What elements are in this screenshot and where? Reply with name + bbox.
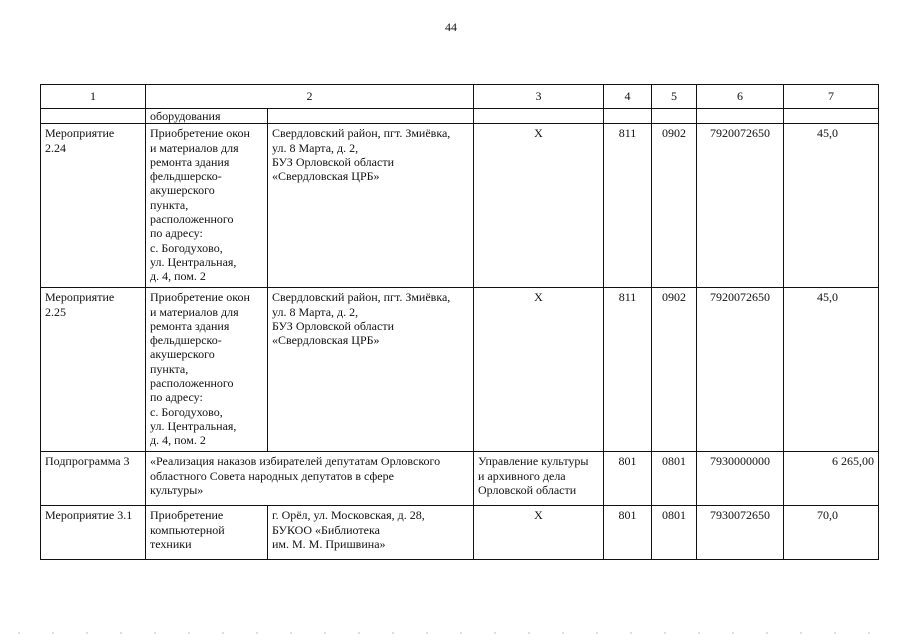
amount: 45,0: [784, 288, 879, 452]
code-target: 7930072650: [697, 506, 784, 560]
event-name: Мероприятие 2.24: [41, 124, 146, 288]
scan-noise: [0, 632, 902, 634]
header-col-2: 2: [146, 85, 474, 109]
header-col-7: 7: [784, 85, 879, 109]
executor: Х: [474, 124, 604, 288]
code-grbs: 801: [604, 452, 652, 506]
header-col-6: 6: [697, 85, 784, 109]
executor: Х: [474, 506, 604, 560]
code-target: 7920072650: [697, 124, 784, 288]
event-address: г. Орёл, ул. Московская, д. 28, БУКОО «Библиотека им. М. М. Пришвина»: [268, 506, 474, 560]
code-section: 0902: [652, 124, 697, 288]
code-grbs: 811: [604, 288, 652, 452]
header-col-1: 1: [41, 85, 146, 109]
header-col-4: 4: [604, 85, 652, 109]
executor: Х: [474, 288, 604, 452]
code-section: 0801: [652, 452, 697, 506]
table-row: [41, 452, 879, 506]
event-description: Приобретение компьютерной техники: [146, 506, 268, 560]
subprogram-name: Подпрограмма 3: [41, 452, 146, 506]
amount: 45,0: [784, 124, 879, 288]
code-grbs: 811: [604, 124, 652, 288]
event-description: Приобретение окон и материалов для ремонта здания фельдшерско- акушерского пункта, расположенного по адресу: с. Богодухово, ул. Центральная, д. 4, пом. 2: [146, 288, 268, 452]
event-address: Свердловский район, пгт. Змиёвка, ул. 8 Марта, д. 2, БУЗ Орловской области «Свердловская ЦРБ»: [268, 124, 474, 288]
amount: 70,0: [784, 506, 879, 560]
table-row: [41, 124, 879, 288]
header-col-3: 3: [474, 85, 604, 109]
table-row: [41, 506, 879, 560]
code-section: 0902: [652, 288, 697, 452]
budget-table: [40, 84, 879, 560]
amount: 6 265,00: [784, 452, 879, 506]
event-name: Мероприятие 3.1: [41, 506, 146, 560]
code-grbs: 801: [604, 506, 652, 560]
header-col-5: 5: [652, 85, 697, 109]
executor: Управление культуры и архивного дела Орловской области: [474, 452, 604, 506]
table-row: [41, 288, 879, 452]
header-row: [41, 85, 879, 109]
continuation-text: оборудования: [146, 109, 268, 124]
continuation-row: [41, 109, 879, 124]
code-section: 0801: [652, 506, 697, 560]
subprogram-title: «Реализация наказов избирателей депутатам Орловского областного Совета народных депутатов в сфере культуры»: [146, 452, 474, 506]
code-target: 7930000000: [697, 452, 784, 506]
event-name: Мероприятие 2.25: [41, 288, 146, 452]
code-target: 7920072650: [697, 288, 784, 452]
event-address: Свердловский район, пгт. Змиёвка, ул. 8 Марта, д. 2, БУЗ Орловской области «Свердловская ЦРБ»: [268, 288, 474, 452]
page-number: 44: [445, 20, 457, 34]
event-description: Приобретение окон и материалов для ремонта здания фельдшерско- акушерского пункта, расположенного по адресу: с. Богодухово, ул. Центральная, д. 4, пом. 2: [146, 124, 268, 288]
